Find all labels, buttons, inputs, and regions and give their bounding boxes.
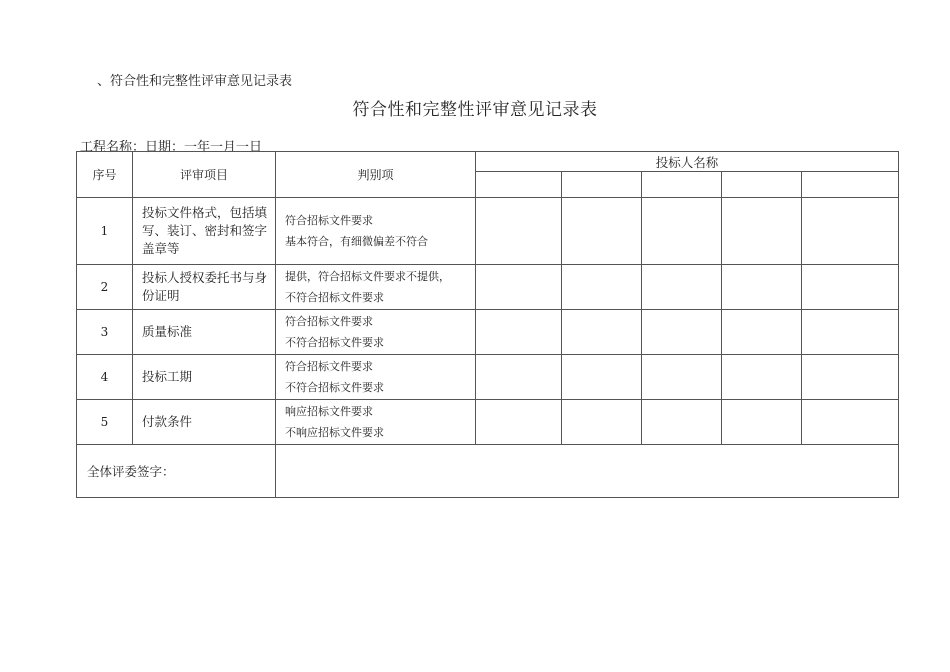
score-cell[interactable] [642, 400, 722, 445]
score-cell[interactable] [476, 400, 562, 445]
bidder-cell[interactable] [562, 172, 642, 198]
score-cell[interactable] [722, 310, 802, 355]
row-criteria: 响应招标文件要求 不响应招标文件要求 [276, 400, 476, 445]
score-cell[interactable] [642, 198, 722, 265]
score-cell[interactable] [722, 400, 802, 445]
section-heading: 、符合性和完整性评审意见记录表 [97, 74, 293, 89]
row-no: 2 [77, 265, 133, 310]
score-cell[interactable] [476, 265, 562, 310]
row-criteria: 提供，符合招标文件要求不提供， 不符合招标文件要求 [276, 265, 476, 310]
project-date-line: 工程名称：日期：一年一月一日 [80, 140, 263, 155]
row-item: 投标工期 [133, 355, 276, 400]
row-item: 付款条件 [133, 400, 276, 445]
table-row [77, 355, 899, 400]
document-title: 符合性和完整性评审意见记录表 [352, 100, 598, 120]
score-cell[interactable] [802, 198, 899, 265]
row-no: 1 [77, 198, 133, 265]
header-no: 序号 [77, 152, 133, 198]
table-row [77, 265, 899, 310]
score-cell[interactable] [802, 310, 899, 355]
score-cell[interactable] [562, 198, 642, 265]
score-cell[interactable] [642, 355, 722, 400]
score-cell[interactable] [802, 265, 899, 310]
table-row [77, 310, 899, 355]
row-item: 投标人授权委托书与身份证明 [133, 265, 276, 310]
bidder-cell[interactable] [802, 172, 899, 198]
row-criteria: 符合招标文件要求 不符合招标文件要求 [276, 310, 476, 355]
score-cell[interactable] [802, 355, 899, 400]
score-cell[interactable] [802, 400, 899, 445]
score-cell[interactable] [642, 310, 722, 355]
score-cell[interactable] [476, 355, 562, 400]
bidder-cell[interactable] [642, 172, 722, 198]
row-criteria: 符合招标文件要求 基本符合，有细微偏差不符合 [276, 198, 476, 265]
header-item: 评审项目 [133, 152, 276, 198]
row-criteria: 符合招标文件要求 不符合招标文件要求 [276, 355, 476, 400]
table-row [77, 198, 899, 265]
score-cell[interactable] [476, 310, 562, 355]
bidder-cell[interactable] [722, 172, 802, 198]
row-item: 投标文件格式，包括填写、装订、密封和签字盖章等 [133, 198, 276, 265]
signature-field[interactable] [276, 445, 899, 498]
row-no: 5 [77, 400, 133, 445]
row-no: 4 [77, 355, 133, 400]
header-row [77, 152, 899, 172]
score-cell[interactable] [722, 355, 802, 400]
review-table [76, 151, 899, 498]
score-cell[interactable] [562, 355, 642, 400]
score-cell[interactable] [562, 265, 642, 310]
header-criteria: 判别项 [276, 152, 476, 198]
bidder-cell[interactable] [476, 172, 562, 198]
score-cell[interactable] [562, 310, 642, 355]
row-item: 质量标准 [133, 310, 276, 355]
score-cell[interactable] [562, 400, 642, 445]
score-cell[interactable] [642, 265, 722, 310]
score-cell[interactable] [722, 198, 802, 265]
signature-row [77, 445, 899, 498]
header-bidders: 投标人名称 [476, 152, 899, 172]
table-row [77, 400, 899, 445]
signature-label: 全体评委签字： [77, 445, 276, 498]
score-cell[interactable] [476, 198, 562, 265]
score-cell[interactable] [722, 265, 802, 310]
row-no: 3 [77, 310, 133, 355]
